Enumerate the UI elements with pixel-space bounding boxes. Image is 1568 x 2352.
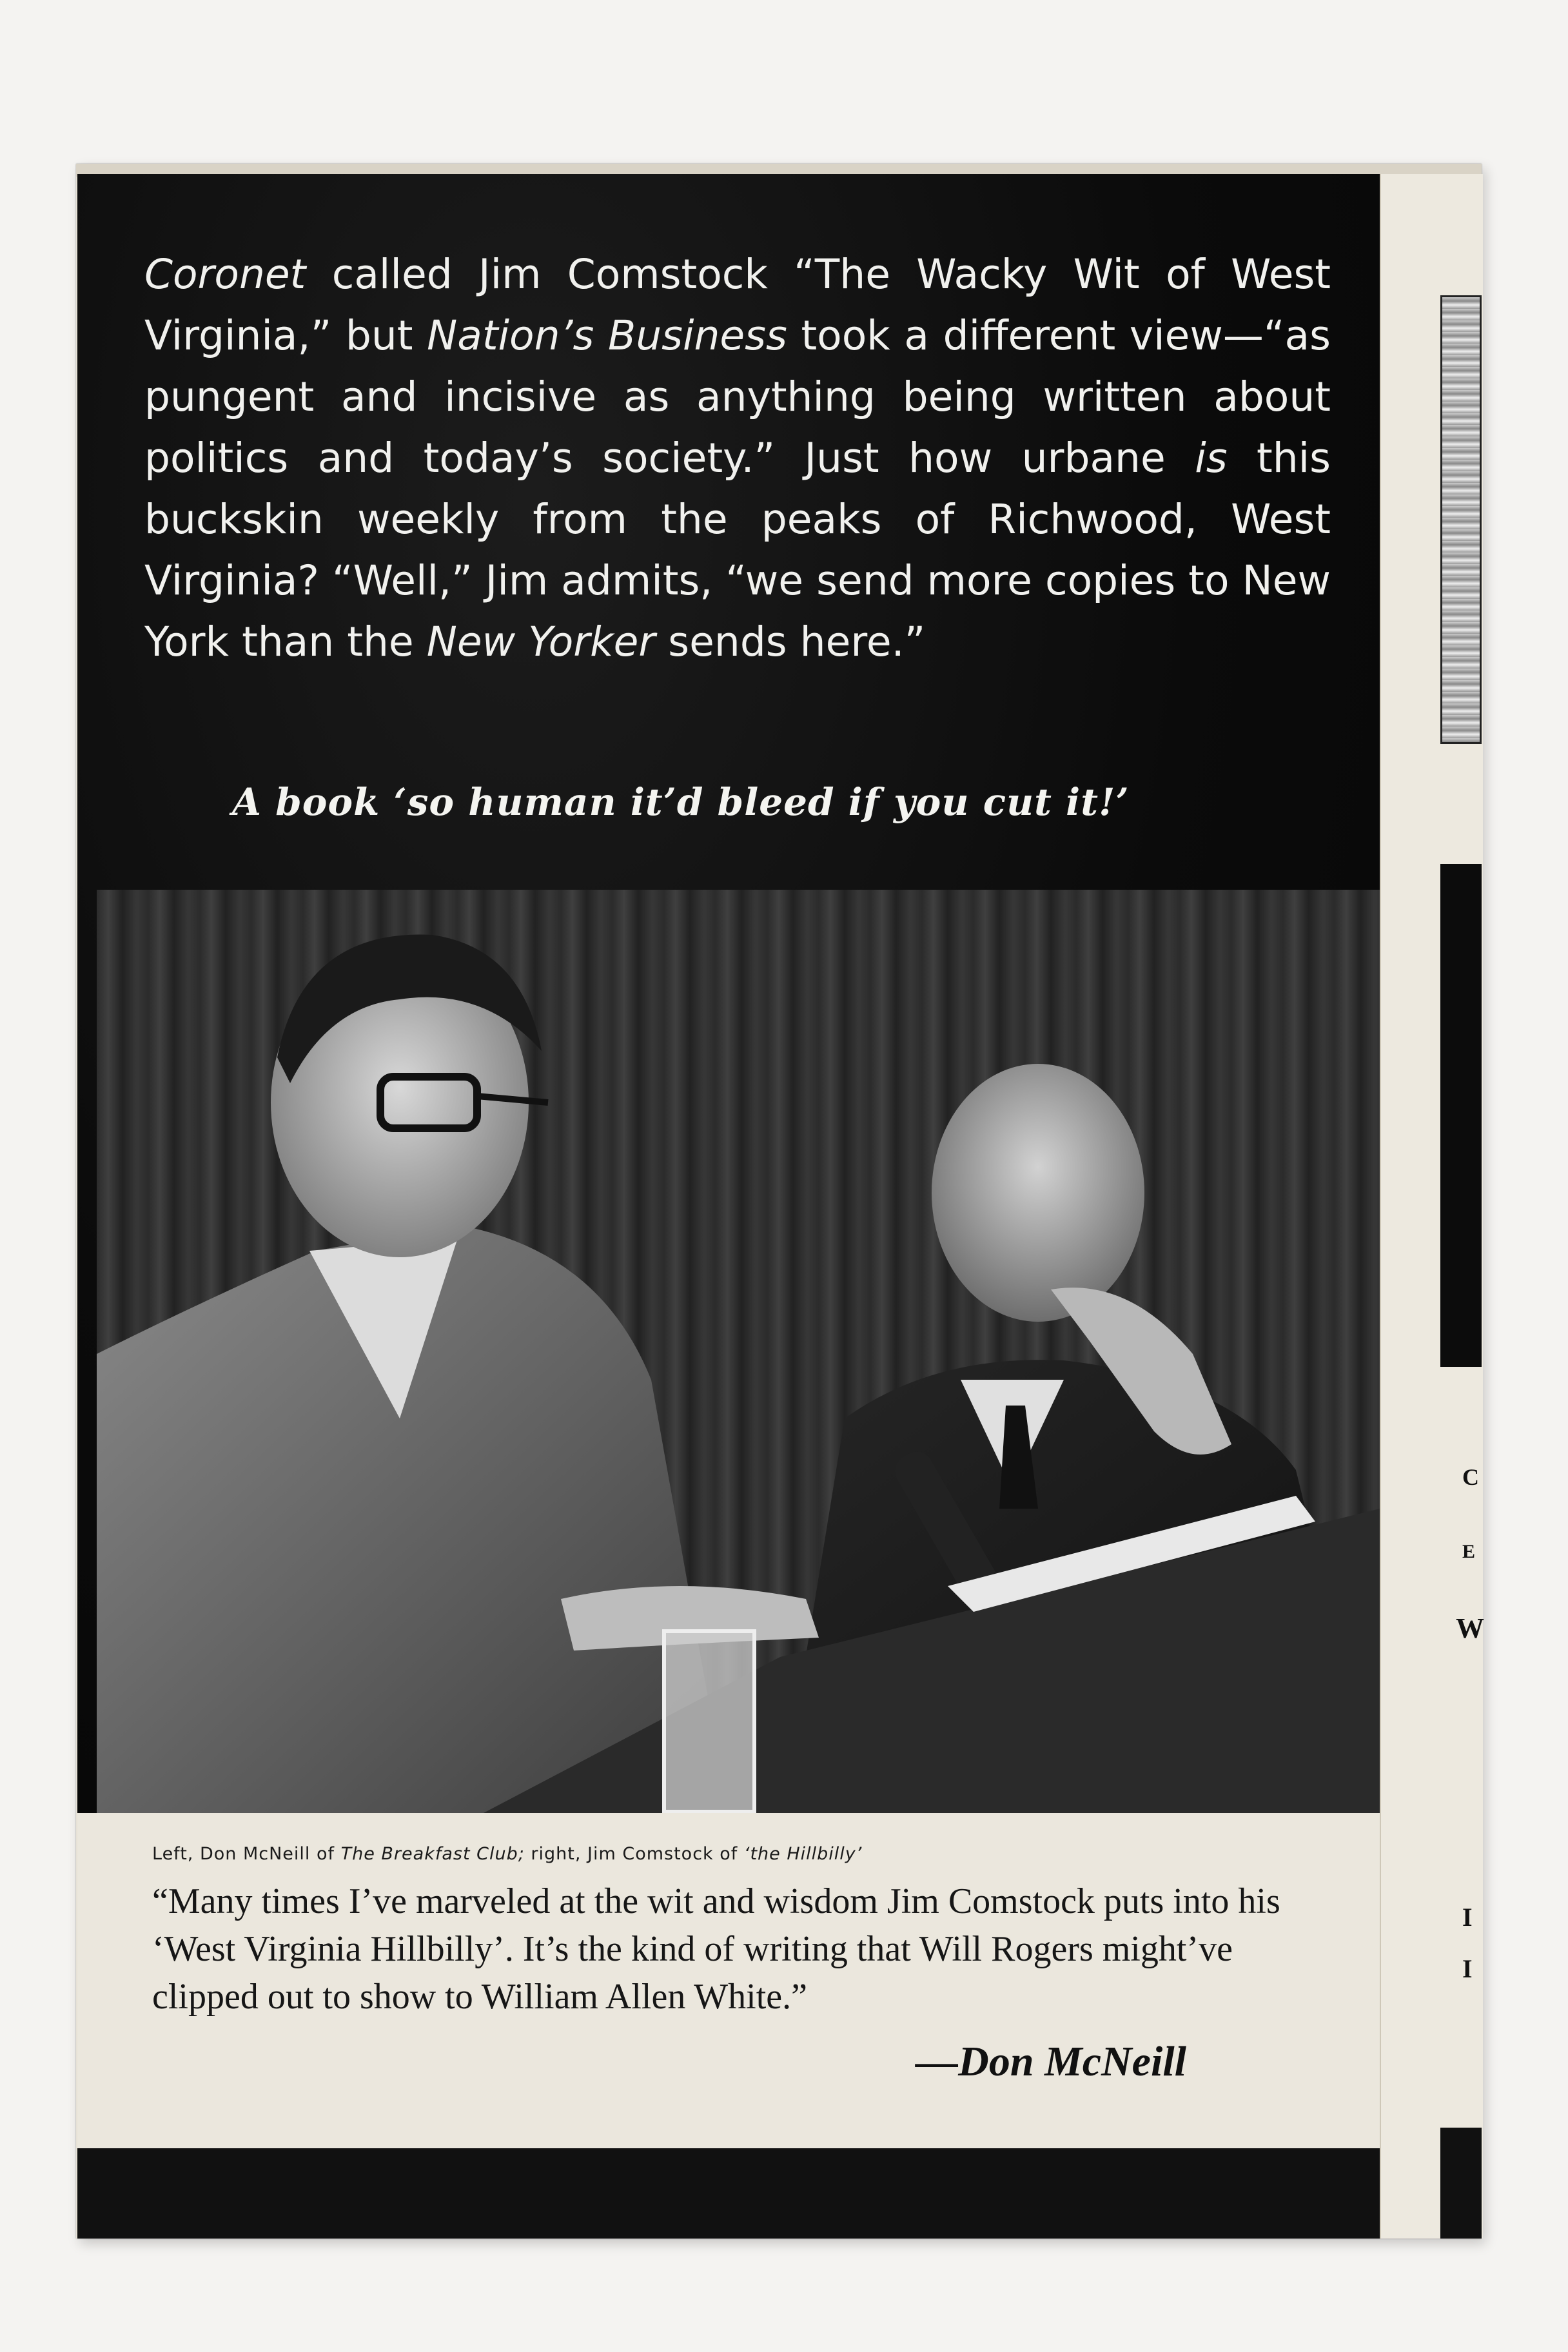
blurb-part-3: this buckskin weekly from the peaks of Richwood, West Virginia? “Well,” Jim admits, “we send more copies to New York than the (144, 435, 1331, 665)
blurb-part-1: called Jim Comstock “The Wacky Wit of West Virginia,” but (144, 251, 1331, 359)
spine-letter-w: W (1456, 1612, 1484, 1644)
spine-letter-e: E (1462, 1541, 1476, 1562)
caption-part-1: Left, Don McNeill of (152, 1844, 341, 1864)
blurb-is: is (1195, 435, 1228, 482)
endorsement-attribution: —Don McNeill (916, 2038, 1186, 2085)
endorsement-text: “Many times I’ve marveled at the wit and wisdom Jim Comstock puts into his ‘West Virginia Hillbilly’. It’s the kind of writing that Will Rogers might’ve clipped out to show to William Allen White.” (152, 1881, 1280, 2017)
blurb-coronet: Coronet (144, 251, 306, 298)
caption-hillbilly: ‘the Hillbilly’ (743, 1844, 863, 1864)
tagline: A book ‘so human it’d bleed if you cut it!’ (232, 780, 1130, 824)
spine-bottom-band (1440, 2128, 1482, 2239)
spine-letter-c: C (1462, 1464, 1479, 1490)
blurb-text (144, 244, 1331, 672)
blurb-part-2: took a different view—“as pungent and incisive as anything being written about politics and today’s society.” Just how urbane (144, 312, 1331, 482)
spine-letter-i2: I (1462, 1954, 1473, 1983)
bottom-band (77, 2148, 1380, 2239)
blurb-new-yorker: New Yorker (426, 618, 656, 665)
spine-letter-i1: I (1462, 1903, 1473, 1932)
endorsement-quote (152, 1877, 1326, 2021)
author-photo (97, 890, 1380, 1813)
spine-thumbnail (1440, 295, 1482, 744)
blurb-part-4: sends here.” (655, 618, 926, 665)
photo-caption (152, 1844, 862, 1864)
photo-illustration (97, 890, 1380, 1813)
blurb-nations-business: Nation’s Business (427, 312, 787, 359)
caption-part-2: right, Jim Comstock of (524, 1844, 744, 1864)
caption-breakfast-club: The Breakfast Club; (340, 1844, 525, 1864)
spine-title-panel (1440, 864, 1482, 1367)
